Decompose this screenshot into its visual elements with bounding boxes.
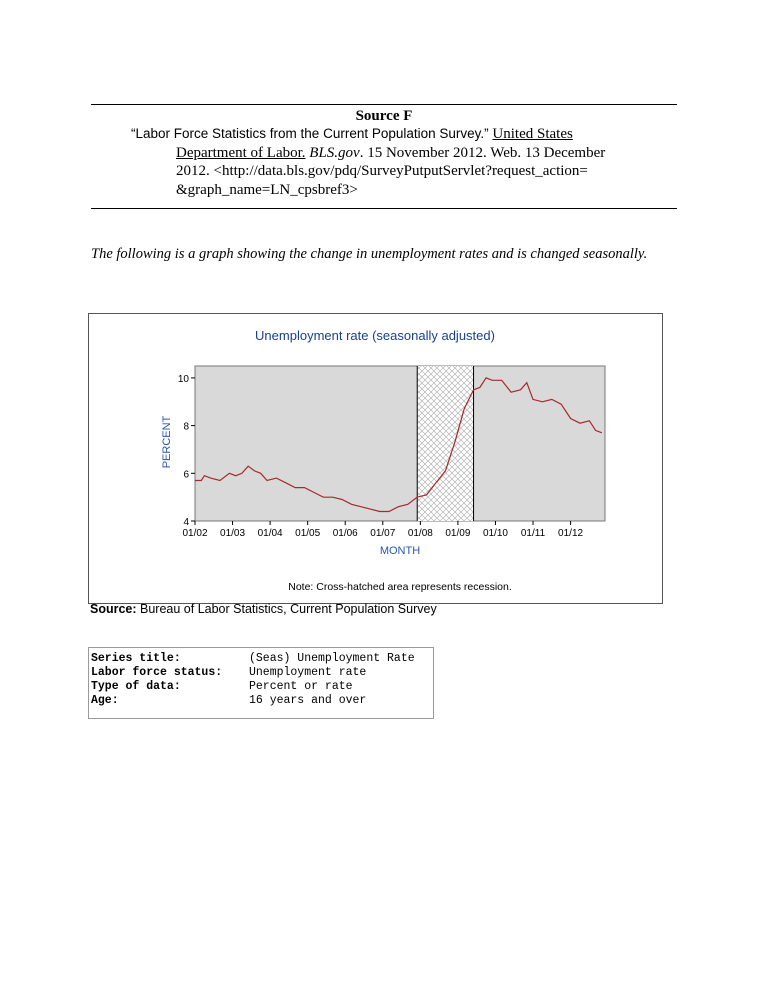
- series-info-key: Age:: [91, 694, 119, 707]
- series-info-box: [88, 647, 434, 719]
- x-tick-label: 01/04: [257, 528, 283, 539]
- x-axis-label: MONTH: [379, 545, 421, 557]
- series-info-value: Unemployment rate: [249, 666, 367, 679]
- citation-url-tail: &graph_name=LN_cpsbref3>: [176, 181, 358, 198]
- x-tick-label: 01/05: [295, 528, 321, 539]
- citation: [131, 125, 631, 199]
- recession-band: [417, 366, 473, 521]
- x-tick-label: 01/11: [520, 528, 546, 539]
- y-tick-label: 10: [177, 373, 189, 385]
- bottom-rule: [91, 208, 677, 209]
- y-tick-label: 6: [183, 469, 189, 481]
- series-info-value: (Seas) Unemployment Rate: [249, 652, 415, 665]
- citation-title: “Labor Force Statistics from the Current Population Survey.”: [131, 126, 489, 141]
- chart-note: Note: Cross-hatched area represents recession.: [288, 581, 512, 593]
- source-note-text: Bureau of Labor Statistics, Current Population Survey: [136, 602, 437, 616]
- x-tick-label: 01/02: [182, 528, 208, 539]
- citation-line-1: [131, 125, 631, 144]
- series-info-key: Series title:: [91, 652, 181, 665]
- citation-publisher: United States: [492, 126, 573, 142]
- x-tick-label: 01/06: [332, 528, 358, 539]
- top-rule: [91, 104, 677, 105]
- citation-department: Department of Labor.: [176, 144, 306, 161]
- x-tick-label: 01/09: [445, 528, 471, 539]
- series-info-key: Type of data:: [91, 680, 181, 693]
- chart-frame: [88, 313, 663, 604]
- y-tick-label: 8: [183, 421, 189, 433]
- citation-url-line: 2012. <http://data.bls.gov/pdq/SurveyPutputServlet?request_action=: [176, 163, 588, 179]
- x-tick-label: 01/03: [220, 528, 246, 539]
- plot-background: [195, 366, 605, 521]
- series-info-value: 16 years and over: [249, 694, 367, 707]
- y-axis-label: PERCENT: [161, 415, 173, 469]
- series-info-value: Percent or rate: [249, 680, 353, 693]
- x-tick-label: 01/08: [407, 528, 433, 539]
- source-note: [90, 602, 437, 616]
- y-tick-label: 4: [183, 517, 189, 528]
- chart-title: Unemployment rate (seasonally adjusted): [255, 328, 495, 343]
- citation-line-2: [131, 144, 631, 163]
- x-tick-label: 01/07: [370, 528, 396, 539]
- series-info-key: Labor force status:: [91, 666, 223, 679]
- source-note-label: Source:: [90, 602, 137, 616]
- citation-dates: . 15 November 2012. Web. 13 December: [359, 144, 606, 161]
- plot-area: [178, 366, 605, 539]
- x-tick-label: 01/12: [558, 528, 584, 539]
- x-tick-label: 01/10: [482, 528, 508, 539]
- source-heading: Source F: [355, 108, 413, 124]
- unemployment-chart: [89, 314, 662, 603]
- intro-text: The following is a graph showing the change in unemployment rates and is changed seasonally.: [91, 246, 648, 262]
- citation-site: BLS.gov: [309, 144, 360, 161]
